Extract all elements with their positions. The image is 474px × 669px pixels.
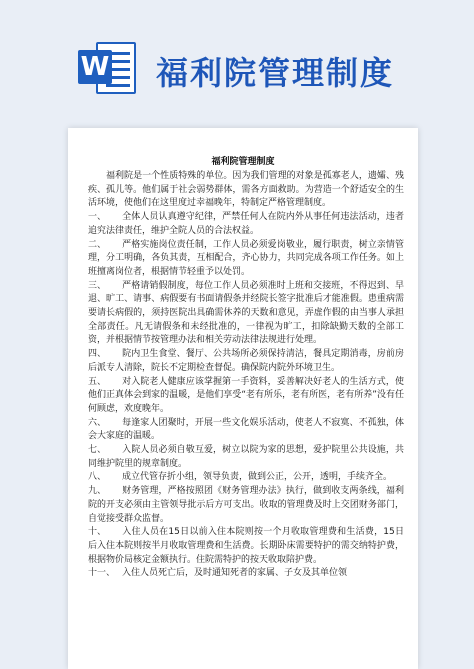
rule-text: 入住人员在15日以前入住本院则按一个月收取管理费和生活费，15日后入住本院则按半月收取管理费和生活费。长期卧床需要特护的需交纳特护费，根据物价局核定金额执行。住院需特护的按天收取陪护费。 xyxy=(88,527,404,565)
intro-paragraph: 福利院是一个性质特殊的单位。因为我们管理的对象是孤寡老人，遗孀、残疾、孤儿等。他们属于社会弱势群体，需各方面救助。为营造一个舒适安全的生活环境，使他们在这里度过幸福晚年，特制定严格管理制度。 xyxy=(88,171,404,209)
rule-number: 四、 xyxy=(88,349,107,360)
rule-text: 入院人员必须自敬互爱，树立以院为家的思想，爱护院里公共设施，共同维护院里的规章制度。 xyxy=(88,445,404,469)
document-body xyxy=(88,170,404,581)
rule-number: 二、 xyxy=(88,239,107,250)
page-title: 福利院管理制度 xyxy=(156,54,395,92)
rule-number: 五、 xyxy=(88,376,107,387)
rule-number: 六、 xyxy=(88,417,107,428)
rules-list xyxy=(88,211,404,581)
rule-text: 全体人员认真遵守纪律，严禁任何人在院内外从事任何违法活动，违者追究法律责任，维护全院人员的合法权益。 xyxy=(88,212,404,236)
rule-text: 对入院老人健康应该掌握第一手资料，妥善解决好老人的生活方式，使他们正真体会到家的温暖，是他们享受“老有所乐，老有所医，老有所养”没有任何顾虑，欢度晚年。 xyxy=(88,376,404,414)
rule-text: 成立代管存折小组，领导负责，做到公正，公开，透明，手续齐全。 xyxy=(122,472,393,483)
rule-text: 入住人员死亡后，及时通知死者的家属、子女及其单位领 xyxy=(122,568,348,579)
rule-number: 一、 xyxy=(88,212,107,223)
rule-text: 财务管理，严格按照团《财务管理办法》执行，做到收支两条线，福利院的开支必须由主管领导批示后方可支出。收取的管理费及时上交团财务部门，自觉接受群众监督。 xyxy=(88,486,404,524)
page-header xyxy=(0,0,474,120)
rule-text: 严格实施岗位责任制，工作人员必须爱岗敬业，履行职责，树立亲情管理，分工明确，各负其责，互相配合，齐心协力，共同完成各项工作任务。如上班擅离岗位者，根据情节轻重予以处罚。 xyxy=(88,239,404,277)
document-title: 福利院管理制度 xyxy=(211,157,275,167)
rule-text: 院内卫生食堂、餐厅、公共场所必须保持清洁，餐具定期消毒，房前房后派专人清除，院长不定期检查督促。确保院内院外环境卫生。 xyxy=(88,349,404,373)
rule-item xyxy=(88,417,404,444)
rule-item xyxy=(88,376,404,417)
rule-number: 七、 xyxy=(88,445,107,456)
rule-item xyxy=(88,280,404,349)
rule-number: 十一、 xyxy=(88,568,116,579)
rule-item xyxy=(88,471,404,485)
rule-text: 每逢家人团聚时，开展一些文化娱乐活动，使老人不寂寞、不孤独，体会大家庭的温暖。 xyxy=(88,417,404,442)
rule-item xyxy=(88,567,404,581)
document-page xyxy=(68,128,418,669)
rule-number: 八、 xyxy=(88,472,107,483)
rule-item xyxy=(88,239,404,280)
rule-item xyxy=(88,348,404,375)
rule-number: 十、 xyxy=(88,527,107,538)
rule-item xyxy=(88,526,404,567)
rule-item xyxy=(88,444,404,471)
word-document-icon xyxy=(78,42,136,94)
rule-number: 三、 xyxy=(88,280,107,291)
rule-number: 九、 xyxy=(88,486,107,497)
rule-item xyxy=(88,211,404,238)
rule-item xyxy=(88,485,404,526)
word-letter-badge: W xyxy=(78,50,112,84)
rule-text: 严格请销假制度，每位工作人员必须准时上班和交接班，不得迟到、早退、旷工、请事、病假要有书面请假条并经院长签字批准后才能准假。患重病需要请长病假的，须持医院出具确需休养的天数和意见，弄虚作假的由当事人承担全部责任。凡无请假条和未经批准的，一律视为旷工，扣除缺勤天数的全部工资，并根据情节按管理办法和相关劳动法律法规进行处理。 xyxy=(88,280,404,346)
